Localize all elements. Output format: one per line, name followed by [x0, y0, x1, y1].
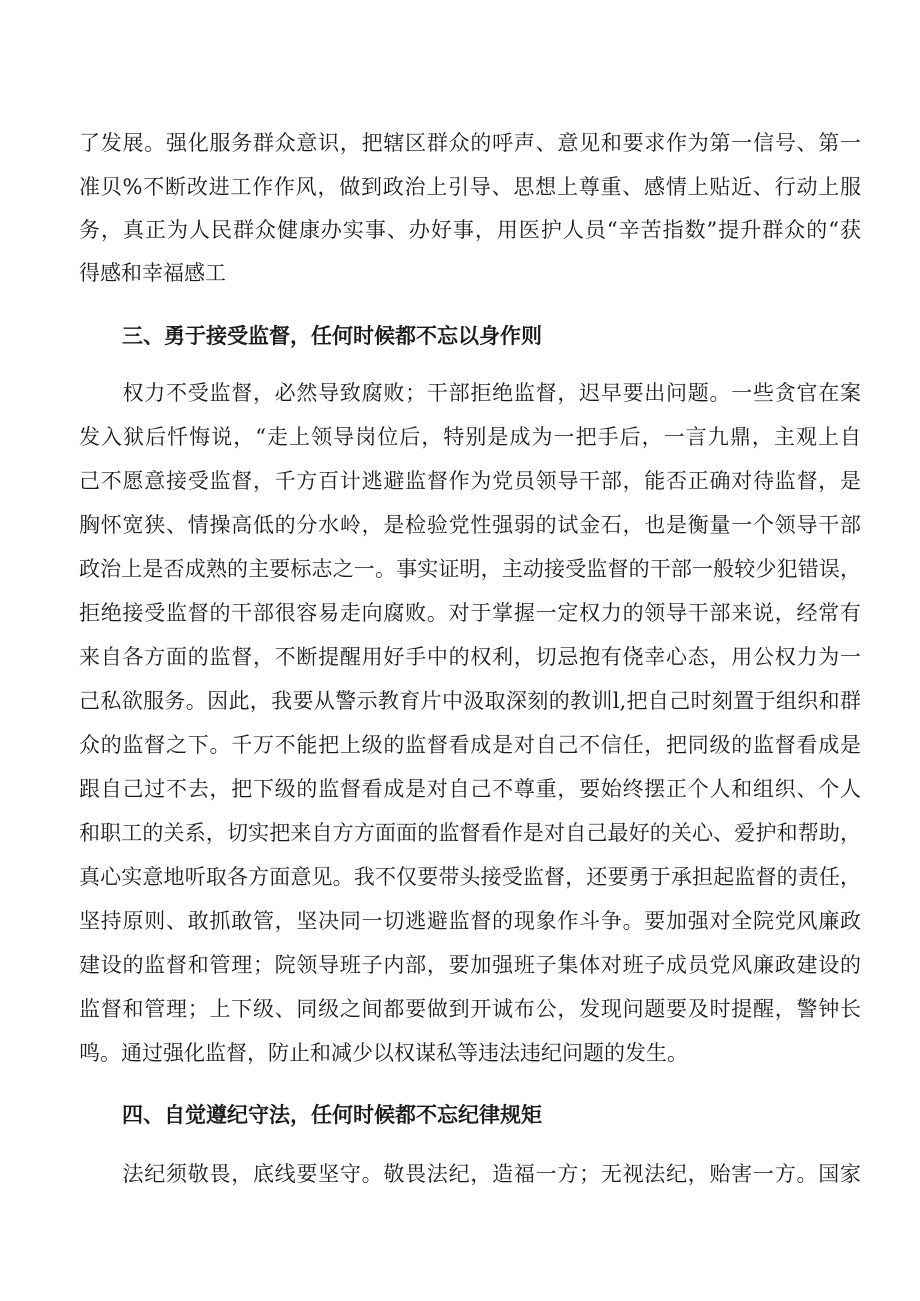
section-heading-3: 三、勇于接受监督，任何时候都不忘以身作则: [122, 323, 542, 348]
paragraph-2-line-2: 发入狱后忏悔说，“走上领导岗位后，特别是成为一把手后，一言九鼎，主观上自: [79, 425, 861, 449]
paragraph-2-line-14: 建设的监督和管理；院领导班子内部，要加强班子集体对班子成员党风廉政建设的: [79, 953, 861, 977]
paragraph-2-line-7: 来自各方面的监督，不断提醒用好手中的权利，切忌抱有侥幸心态，用公权力为一: [79, 645, 861, 669]
paragraph-2-line-4: 胸怀宽狭、情操高低的分水岭，是检验党性强弱的试金石，也是衡量一个领导干部: [79, 513, 861, 537]
paragraph-1-line-3: 务，真正为人民群众健康办实事、办好事，用医护人员“辛苦指数”提升群众的“获: [79, 218, 861, 242]
paragraph-2-line-13: 坚持原则、敢抓敢管，坚决同一切逃避监督的现象作斗争。要加强对全院党风廉政: [79, 909, 861, 933]
paragraph-2-line-15: 监督和管理；上下级、同级之间都要做到开诚布公，发现问题要及时提醒，警钟长: [79, 997, 861, 1021]
paragraph-2-line-11: 和职工的关系，切实把来自方方面面的监督看作是对自己最好的关心、爱护和帮助，: [79, 821, 861, 845]
paragraph-2-line-12: 真心实意地听取各方面意见。我不仅要带头接受监督，还要勇于承担起监督的责任，: [79, 865, 861, 889]
paragraph-2-line-3: 己不愿意接受监督，千方百计逃避监督作为党员领导干部，能否正确对待监督，是: [79, 469, 861, 493]
paragraph-1-line-4: 得感和幸福感工: [79, 261, 226, 285]
paragraph-2-line-1: 权力不受监督，必然导致腐败；干部拒绝监督，迟早要出问题。一些贪官在案: [79, 381, 861, 405]
paragraph-3-line-1: 法纪须敬畏，底线要坚守。敬畏法纪，造福一方；无视法纪，贻害一方。国家: [79, 1162, 861, 1186]
paragraph-2-line-6: 拒绝接受监督的干部很容易走向腐败。对于掌握一定权力的领导干部来说，经常有: [79, 601, 861, 625]
paragraph-2-line-9: 众的监督之下。千万不能把上级的监督看成是对自己不信任，把同级的监督看成是: [79, 733, 861, 757]
paragraph-2-line-10: 跟自己过不去，把下级的监督看成是对自己不尊重，要始终摆正个人和组织、个人: [79, 777, 861, 801]
paragraph-2-line-5: 政治上是否成熟的主要标志之一。事实证明，主动接受监督的干部一般较少犯错误，: [79, 557, 861, 581]
paragraph-1-line-1: 了发展。强化服务群众意识，把辖区群众的呼声、意见和要求作为第一信号、第一: [79, 131, 861, 155]
section-heading-4: 四、自觉遵纪守法，任何时候都不忘纪律规矩: [122, 1102, 542, 1127]
paragraph-1-line-2: 准贝%不断改进工作作风，做到政治上引导、思想上尊重、感情上贴近、行动上服: [79, 175, 861, 199]
paragraph-2-line-16: 鸣。通过强化监督，防止和减少以权谋私等违法违纪问题的发生。: [79, 1041, 688, 1065]
paragraph-2-line-8: 己私欲服务。因此，我要从警示教育片中汲取深刻的教训l,把自己时刻置于组织和群: [79, 689, 861, 713]
